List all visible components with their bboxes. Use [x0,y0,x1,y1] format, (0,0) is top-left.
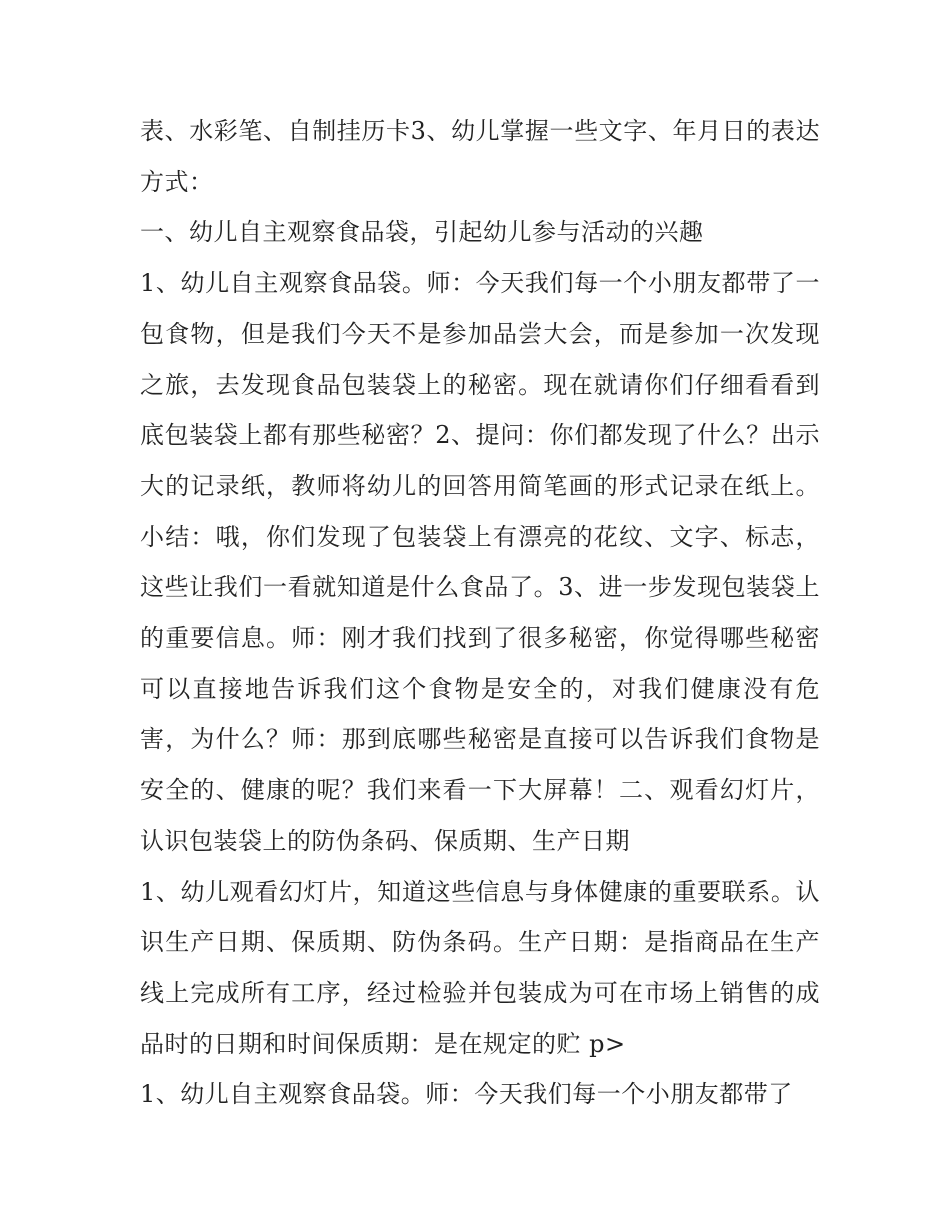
paragraph-repeat: 1、幼儿自主观察食品袋。师：今天我们每一个小朋友都带了 [140,1080,793,1109]
paragraph-observation: 1、幼儿自主观察食品袋。师：今天我们每一个小朋友都带了一包食物，但是我们今天不是参加品尝大会，而是参加一次发现之旅，去发现食品包装袋上的秘密。现在就请你们仔细看看到底包装袋上都有那些秘密？2、提问：你们都发现了什么？出示大的记录纸，教师将幼儿的回答用简笔画的形式记录在纸上。小结：哦，你们发现了包装袋上有漂亮的花纹、文字、标志，这些让我们一看就知道是什么食品了。3、进一步发现包装袋上的重要信息。师：刚才我们找到了很多秘密，你觉得哪些秘密可以直接地告诉我们这个食物是安全的，对我们健康没有危害，为什么？师：那到底哪些秘密是直接可以告诉我们食物是安全的、健康的呢？我们来看一下大屏幕！二、观看幻灯片，认识包装袋上的防伪条码、保质期、生产日期 [140,269,820,855]
document-body [140,106,820,1120]
section-heading-one: 一、幼儿自主观察食品袋，引起幼儿参与活动的兴趣 [140,218,704,247]
paragraph-slides: 1、幼儿观看幻灯片，知道这些信息与身体健康的重要联系。认识生产日期、保质期、防伪条码。生产日期：是指商品在生产线上完成所有工序，经过检验并包装成为可在市场上销售的成品时的日期和时间保质期：是在规定的贮 p> [140,877,820,1058]
paragraph-materials: 表、水彩笔、自制挂历卡3、幼儿掌握一些文字、年月日的表达方式： [140,117,820,196]
